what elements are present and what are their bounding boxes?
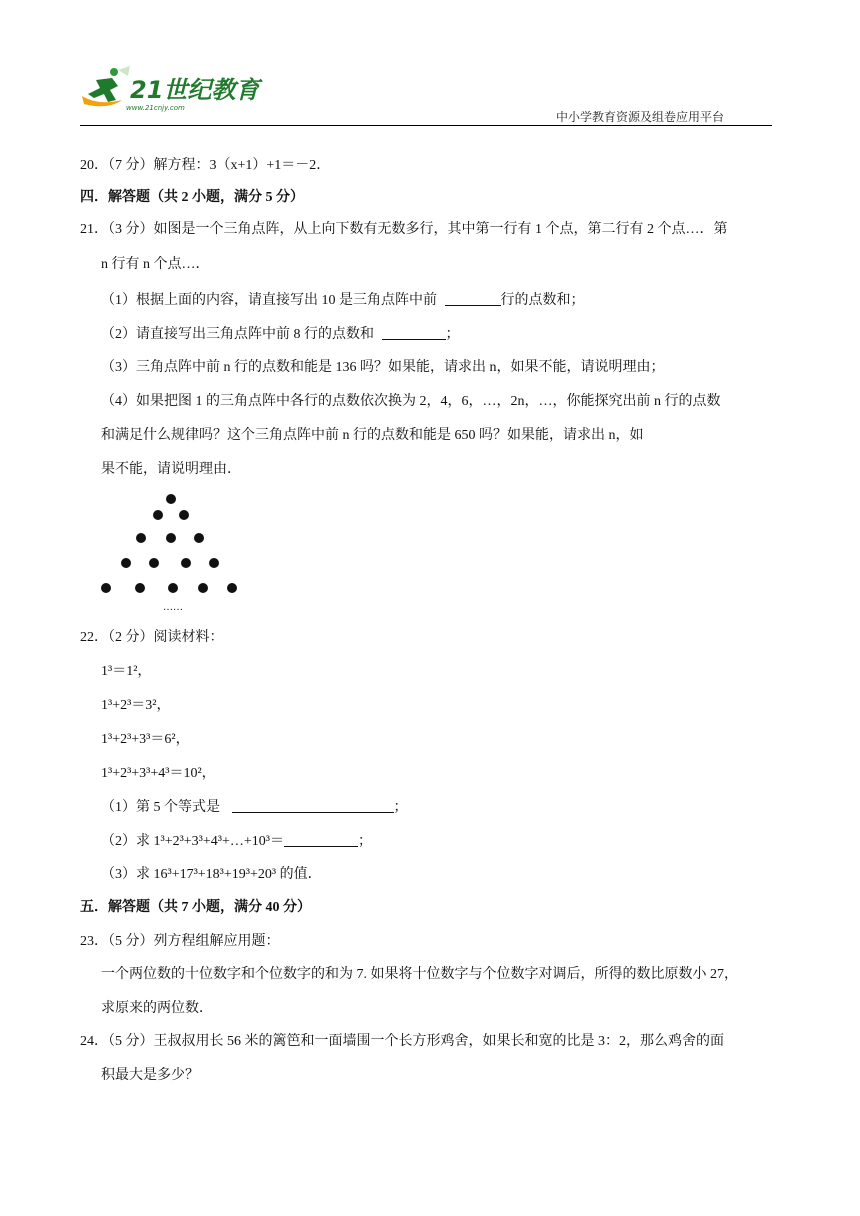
q21-part-4-cont: 和满足什么规律吗？这个三角点阵中前 n 行的点数和能是 650 吗？如果能，请求出 n，如 [101,428,644,443]
q22-part-2 [101,832,372,852]
q21-part-2-tail: ； [445,327,460,342]
q22-equation-3: 1³+2³+3³＝6²， [101,732,190,747]
q22-part-1-text: （1）第 5 个等式是 [101,800,220,815]
question-24-cont: 积最大是多少？ [101,1068,199,1083]
q22-part-2-tail: ； [357,834,372,849]
21cnjy-logo [78,66,268,114]
q22-equation-1: 1³＝1²， [101,664,152,679]
answer-blank[interactable] [445,291,501,306]
answer-blank[interactable] [382,325,446,340]
question-23-head: 23．（5 分）列方程组解应用题： [80,934,280,949]
question-23-body-cont: 求原来的两位数． [101,1001,213,1016]
section-4-title: 四．解答题（共 2 小题，满分 5 分） [80,190,304,205]
answer-blank[interactable] [232,798,394,813]
q22-part-1-tail: ； [393,800,408,815]
header-divider [80,125,772,126]
question-21-head-cont: n 行有 n 个点…． [101,257,210,272]
page-header [0,0,860,130]
question-21-head: 21．（3 分）如图是一个三角点阵，从上向下数有无数多行，其中第一行有 1 个点，第二行有 2 个点…．第 [80,222,728,237]
q22-equation-4: 1³+2³+3³+4³＝10²， [101,766,216,781]
answer-blank[interactable] [284,832,358,847]
q21-part-1-text: （1）根据上面的内容，请直接写出 10 是三角点阵中前 [101,293,437,308]
q22-part-1 [101,798,408,818]
q21-part-2-text: （2）请直接写出三角点阵中前 8 行的点数和 [101,327,374,342]
q21-part-3: （3）三角点阵中前 n 行的点数和能是 136 吗？如果能，请求出 n，如果不能，请说明理由； [101,360,665,375]
q21-part-4-end: 果不能，请说明理由． [101,462,241,477]
question-23-body: 一个两位数的十位数字和个位数字的和为 7. 如果将十位数字与个位数字对调后，所得的数比原数小 27， [101,967,738,982]
question-20: 20．（7 分）解方程：3（x+1）+1＝－2． [80,158,331,173]
q22-part-2-text: （2）求 1³+2³+3³+4³+…+10³＝ [101,834,284,849]
question-24: 24．（5 分）王叔叔用长 56 米的篱笆和一面墙围一个长方形鸡舍，如果长和宽的比是 3：2，那么鸡舍的面 [80,1034,724,1049]
figure-ellipsis: …… [163,602,183,613]
triangle-dot-figure [96,488,246,618]
logo-wordmark: 21世纪教育 [130,76,260,104]
q21-part-2 [101,325,460,345]
q21-part-4: （4）如果把图 1 的三角点阵中各行的点数依次换为 2，4，6，…，2n，…，你能探究出前 n 行的点数 [101,394,721,409]
q22-equation-2: 1³+2³＝3²， [101,698,171,713]
platform-name: 中小学教育资源及组卷应用平台 [556,110,725,124]
q21-part-1 [101,291,585,311]
question-22-head: 22．（2 分）阅读材料： [80,630,224,645]
q22-part-3: （3）求 16³+17³+18³+19³+20³ 的值． [101,867,322,882]
section-5-title: 五．解答题（共 7 小题，满分 40 分） [80,900,311,915]
q21-part-1-tail: 行的点数和； [500,293,585,308]
logo-url: www.21cnjy.com [126,104,185,112]
